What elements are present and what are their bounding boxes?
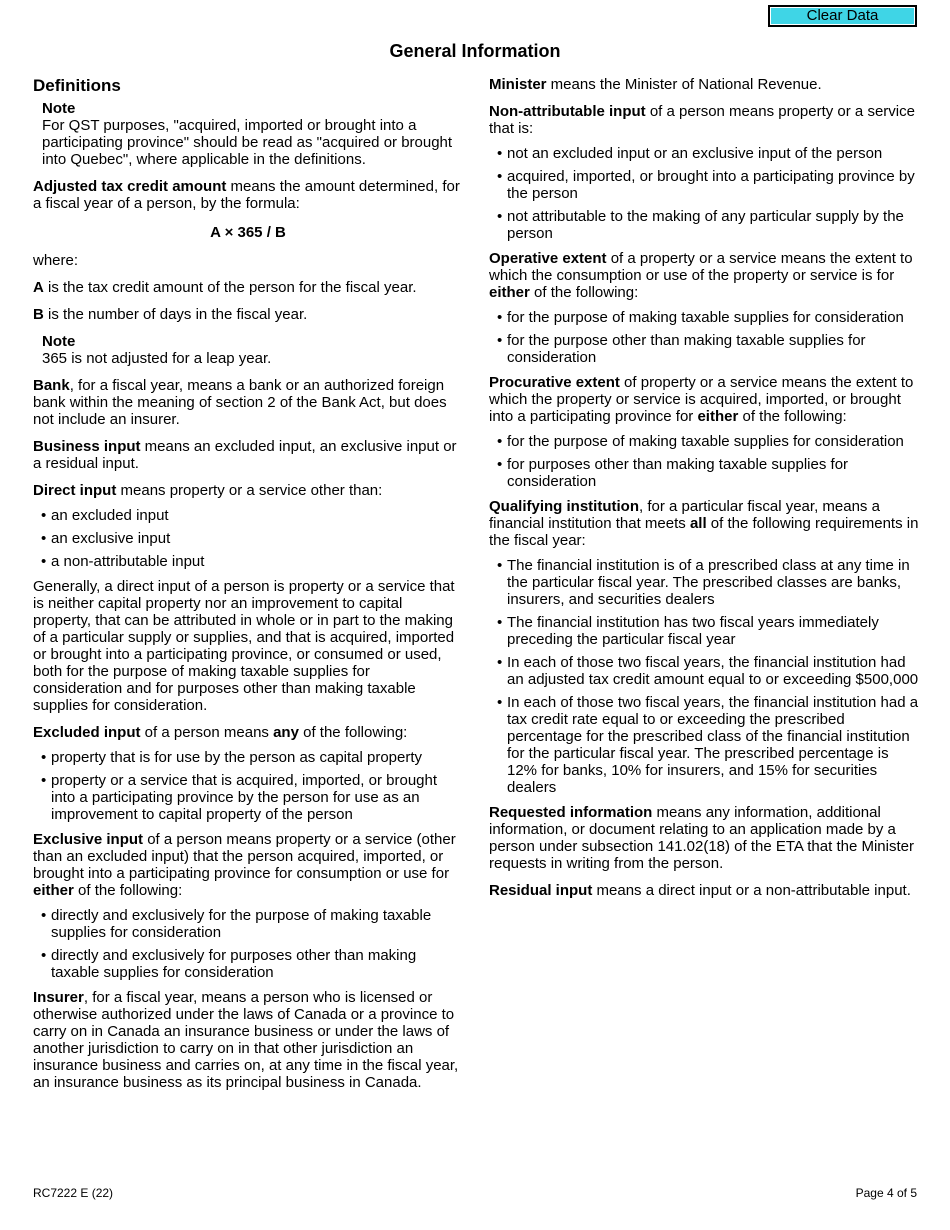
note-qst xyxy=(42,100,463,168)
term: Residual input xyxy=(489,882,593,899)
def-direct-input xyxy=(33,482,463,499)
def-procurative-extent: Procurative extent of property or a service means the extent to which the property or service is acquired, imported, or brought into a participating province for either of the following: xyxy=(489,374,914,425)
def-b xyxy=(33,306,463,323)
definition-text: , for a fiscal year, means a person who is licensed or otherwise authorized under the laws of Canada or a province to carry on in Canada an insurance business or under the laws of another jurisdiction to carry on in that other jurisdiction an insurance business and carries on, at any time in the fiscal year, an insurance business as its principal business in Canada. xyxy=(33,989,459,1091)
def-excluded-input: Excluded input of a person means any of the following: xyxy=(33,724,408,741)
right-column xyxy=(489,76,921,909)
list-item: • not attributable to the making of any particular supply by the person xyxy=(497,208,904,242)
definition-text: is the number of days in the fiscal year. xyxy=(43,306,308,323)
term: Minister xyxy=(489,76,547,93)
term: Non-attributable input xyxy=(489,103,646,120)
def-non-attributable-input xyxy=(489,103,921,137)
list-item: • for the purpose of making taxable supplies for consideration xyxy=(497,433,904,450)
list-item: • property that is for use by the person as capital property xyxy=(41,749,423,766)
qualifying-institution-list xyxy=(489,557,921,796)
term: Excluded input xyxy=(33,724,141,741)
list-item: • an excluded input xyxy=(41,507,169,524)
def-a xyxy=(33,279,463,296)
term: Business input xyxy=(33,438,141,455)
term: Exclusive input xyxy=(33,831,144,848)
def-requested-information xyxy=(489,804,921,872)
term: Insurer xyxy=(33,989,84,1006)
note-text: 365 is not adjusted for a leap year. xyxy=(42,350,272,367)
form-identifier: RC7222 E (22) xyxy=(33,1186,114,1200)
def-minister xyxy=(489,76,921,93)
definition-text: , for a fiscal year, means a bank or an authorized foreign bank within the meaning of section 2 of the Bank Act, but does not include an insurer. xyxy=(33,377,447,428)
term: Adjusted tax credit amount xyxy=(33,178,227,195)
exclusive-input-list xyxy=(33,907,463,981)
list-item: • acquired, imported, or brought into a participating province by the person xyxy=(497,168,915,202)
list-item: • a non-attributable input xyxy=(41,553,205,570)
clear-data-button[interactable]: Clear Data xyxy=(768,5,917,27)
term: A xyxy=(33,279,44,296)
def-exclusive-input: Exclusive input of a person means property or a service (other than an excluded input) that the person acquired, imported, or brought into a participating province for consumption or use for either of the following: xyxy=(33,831,456,899)
list-item: • In each of those two fiscal years, the financial institution had an adjusted tax credit amount equal to or exceeding $500,000 xyxy=(497,654,919,688)
term: Direct input xyxy=(33,482,117,499)
term: Operative extent xyxy=(489,250,607,267)
operative-extent-list xyxy=(489,309,921,366)
list-item: • an exclusive input xyxy=(41,530,171,547)
formula: A × 365 / B xyxy=(210,224,286,241)
list-item: • not an excluded input or an exclusive input of the person xyxy=(497,145,883,162)
procurative-extent-list xyxy=(489,433,921,490)
term: Procurative extent xyxy=(489,374,620,391)
definition-text: means the amount determined, for a fiscal year of a person, by the formula: xyxy=(33,178,460,212)
definition-text: means property or a service other than: xyxy=(116,482,383,499)
list-item: • directly and exclusively for the purpose of making taxable supplies for consideration xyxy=(41,907,432,941)
term: Requested information xyxy=(489,804,653,821)
definition-text: means a direct input or a non-attributable input. xyxy=(592,882,911,899)
list-item: • directly and exclusively for purposes other than making taxable supplies for consideration xyxy=(41,947,417,981)
page-title: General Information xyxy=(389,41,561,61)
def-operative-extent: Operative extent of a property or a service means the extent to which the consumption or use of the property or service is for either of the following: xyxy=(489,250,913,301)
definitions-heading: Definitions xyxy=(33,76,121,95)
def-insurer xyxy=(33,989,463,1091)
page-number: Page 4 of 5 xyxy=(855,1186,917,1200)
list-item: • The financial institution has two fiscal years immediately preceding the particular fiscal year xyxy=(497,614,879,648)
list-item: • The financial institution is of a prescribed class at any time in the particular fiscal year. The prescribed classes are banks, insurers, and securities dealers xyxy=(497,557,910,608)
direct-input-explanation: Generally, a direct input of a person is property or a service that is neither capital property nor an improvement to capital property, that can be attributed in whole or in part to the making of a particular supply or supplies, and that is acquired, imported or brought into a participating province, or consumed or used, both for the purpose of making taxable supplies for consideration and for purposes other than making taxable supplies for consideration. xyxy=(33,578,455,714)
term: B xyxy=(33,306,44,323)
definition-text: means the Minister of National Revenue. xyxy=(546,76,822,93)
term: Qualifying institution xyxy=(489,498,639,515)
note-heading: Note xyxy=(42,333,76,350)
definition-text: of a person means property or a service that is: xyxy=(489,103,915,137)
where-label: where: xyxy=(33,252,79,269)
list-item: • for the purpose of making taxable supplies for consideration xyxy=(497,309,904,326)
definition-text: is the tax credit amount of the person for the fiscal year. xyxy=(43,279,417,296)
note-leap-year xyxy=(42,333,463,367)
list-item: • for purposes other than making taxable supplies for consideration xyxy=(497,456,849,490)
note-heading: Note xyxy=(42,100,76,117)
left-column xyxy=(33,76,463,1101)
direct-input-list xyxy=(33,507,463,570)
excluded-input-list xyxy=(33,749,463,823)
def-bank xyxy=(33,377,463,428)
definition-text: means any information, additional information, or document relating to an application made by a person under subsection 141.02(18) of the ETA that the Minister requests in writing from the person. xyxy=(489,804,914,872)
def-qualifying-institution: Qualifying institution, for a particular fiscal year, means a financial institution that meets all of the following requirements in the fiscal year: xyxy=(489,498,919,549)
def-residual-input xyxy=(489,882,921,899)
list-item: • for the purpose other than making taxable supplies for consideration xyxy=(497,332,866,366)
list-item: • In each of those two fiscal years, the financial institution had a tax credit rate equal to or exceeding the prescribed percentage for the prescribed class of the financial institution for the particular fiscal year. The prescribed percentage is 12% for banks, 10% for insurers, and 15% for securities dealers xyxy=(497,694,919,796)
definition-text: means an excluded input, an exclusive input or a residual input. xyxy=(33,438,457,472)
non-attributable-list xyxy=(489,145,921,242)
def-adjusted-tax-credit xyxy=(33,178,463,212)
list-item: • property or a service that is acquired, imported, or brought into a participating province by the person for use as an improvement to capital property of the person xyxy=(41,772,438,823)
note-text: For QST purposes, "acquired, imported or brought into a participating province" should be read as "acquired or brought into Quebec", where applicable in the definitions. xyxy=(42,117,453,168)
def-business-input xyxy=(33,438,463,472)
term: Bank xyxy=(33,377,70,394)
